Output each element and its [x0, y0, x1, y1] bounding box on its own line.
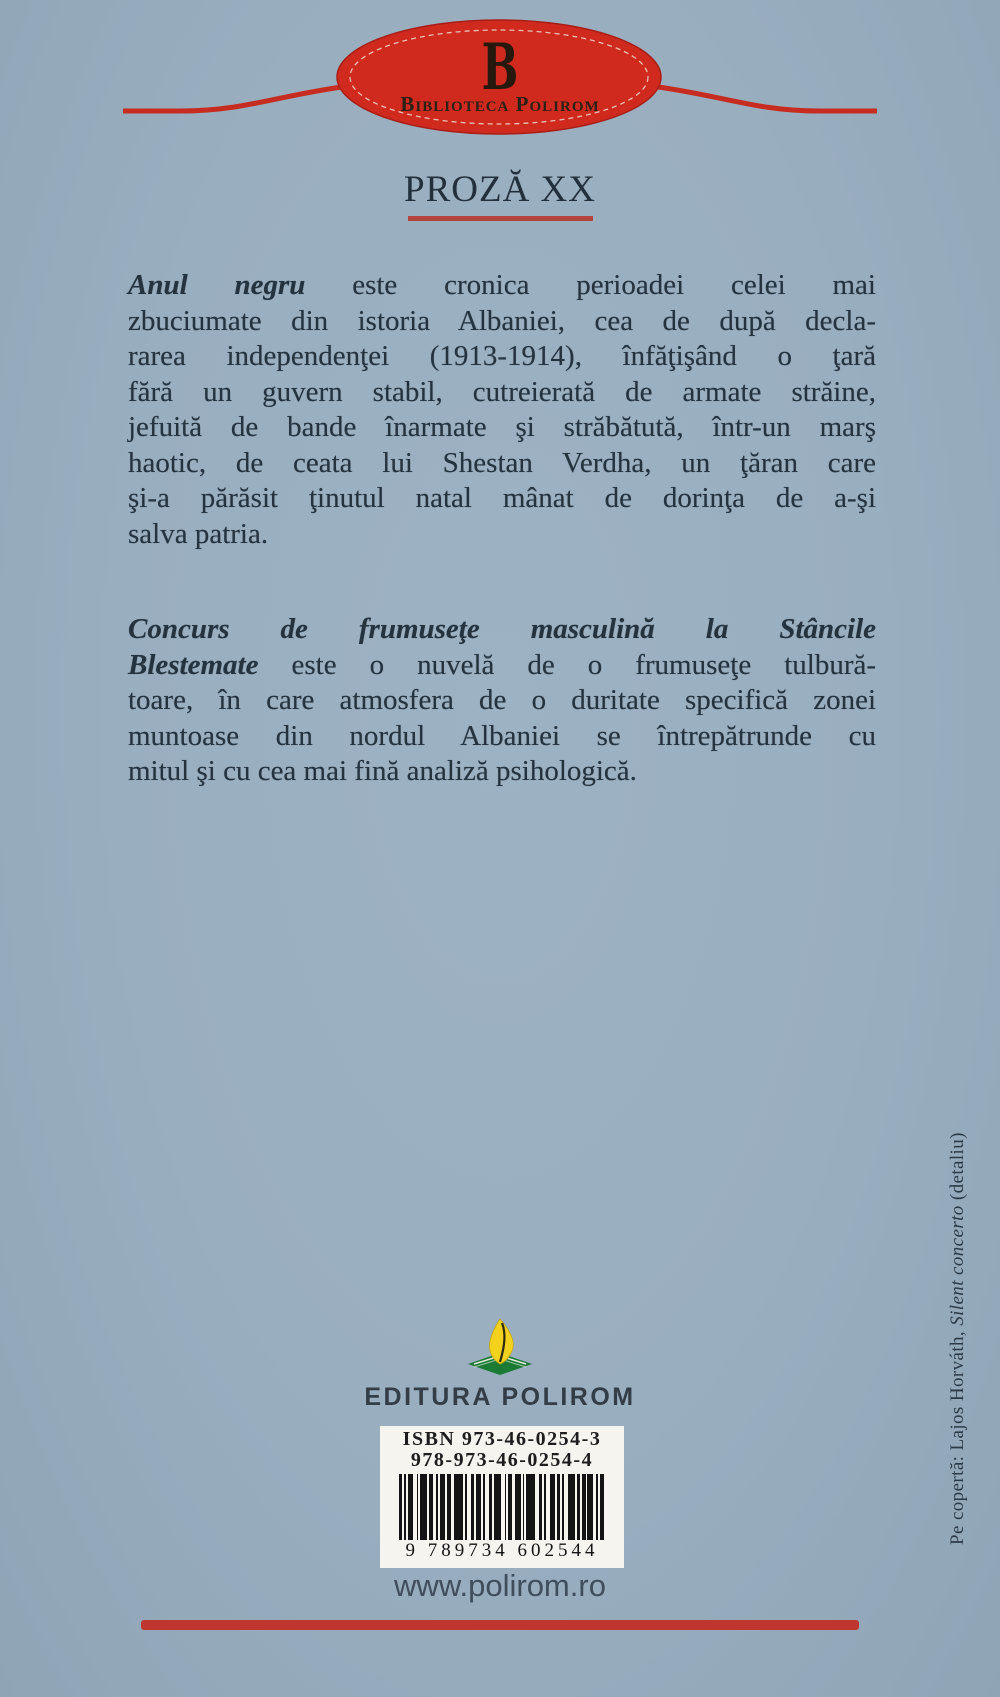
- text-line: [128, 517, 876, 553]
- text-segment: este cronica perioadei celei mai: [305, 269, 876, 301]
- book-title-emphasis: Anul negru: [128, 269, 306, 301]
- isbn-13: 978-973-46-0254-4: [410, 1449, 594, 1471]
- text-segment: este o nuvelă de o frumuseţe tulbură-: [258, 648, 876, 681]
- text-segment: zbuciumate din istoria Albaniei, cea de după decla-: [128, 304, 876, 337]
- text-line: [128, 754, 876, 790]
- cover-credit-vertical: [947, 1080, 977, 1598]
- book-title-emphasis: Concurs de frumuseţe masculină la Stâncile: [128, 613, 876, 645]
- series-title: PROZĂ XX: [404, 169, 596, 210]
- text-segment: şi-a părăsit ţinutul natal mânat de dorinţa de a-şi: [128, 482, 876, 514]
- text-segment: jefuită de bande înarmate şi străbătută, într-un marş: [128, 411, 876, 443]
- isbn-10: ISBN 973-46-0254-3: [402, 1428, 602, 1450]
- ean-barcode: [399, 1474, 606, 1540]
- text-segment: haotic, de ceata lui Shestan Verdha, un ţăran care: [128, 446, 876, 479]
- isbn-barcode-box: [380, 1426, 624, 1568]
- text-line: [128, 410, 876, 446]
- text-segment: salva patria.: [128, 517, 269, 550]
- text-line: [128, 683, 876, 719]
- polirom-flame-logo-icon: [460, 1317, 540, 1386]
- text-segment: muntoase din nordul Albaniei se întrepătrunde cu: [128, 719, 876, 752]
- text-line: [128, 481, 876, 517]
- biblioteca-polirom-logo-icon: B: [481, 30, 519, 105]
- synopsis-paragraph: [128, 268, 876, 552]
- text-line: [128, 304, 876, 340]
- barcode-bar: [568, 1474, 575, 1540]
- text-segment: fără un guvern stabil, cutreierată de armate străine,: [128, 375, 876, 408]
- imprint-badge-art: [0, 0, 1000, 165]
- synopsis-text: [128, 268, 876, 790]
- barcode-gap: [604, 1474, 606, 1540]
- cover-credit-prefix: Pe copertă: Lajos Horváth,: [947, 1326, 968, 1546]
- barcode-bar: [454, 1474, 463, 1540]
- bottom-red-rule: [141, 1620, 859, 1630]
- publisher-website: www.polirom.ro: [394, 1568, 606, 1603]
- text-line: [128, 339, 876, 375]
- imprint-name: Biblioteca Polirom: [400, 92, 600, 116]
- publisher-name: EDITURA POLIROM: [364, 1383, 636, 1411]
- text-segment: mitul şi cu cea mai fină analiză psihologică.: [128, 755, 637, 787]
- cover-credit-artwork-title: Silent concerto: [947, 1205, 968, 1327]
- book-title-emphasis: Blestemate: [128, 648, 259, 681]
- barcode-bar: [494, 1474, 501, 1540]
- series-title-block: [0, 168, 1000, 221]
- cover-credit-suffix: (detaliu): [947, 1132, 968, 1206]
- text-line: [128, 648, 876, 684]
- text-segment: rarea independenţei (1913-1914), înfăţişând o ţară: [128, 340, 876, 372]
- text-segment: toare, în care atmosfera de o duritate specifică zonei: [128, 684, 876, 716]
- synopsis-paragraph: [128, 612, 876, 790]
- text-line: [128, 612, 876, 648]
- text-line: [128, 268, 876, 304]
- text-line: [128, 375, 876, 411]
- barcode-digits: 9 789734 602544: [405, 1540, 599, 1561]
- title-underline: [408, 216, 593, 221]
- text-line: [128, 446, 876, 482]
- barcode-bar: [526, 1474, 535, 1540]
- text-line: [128, 719, 876, 755]
- barcode-bar: [420, 1474, 427, 1540]
